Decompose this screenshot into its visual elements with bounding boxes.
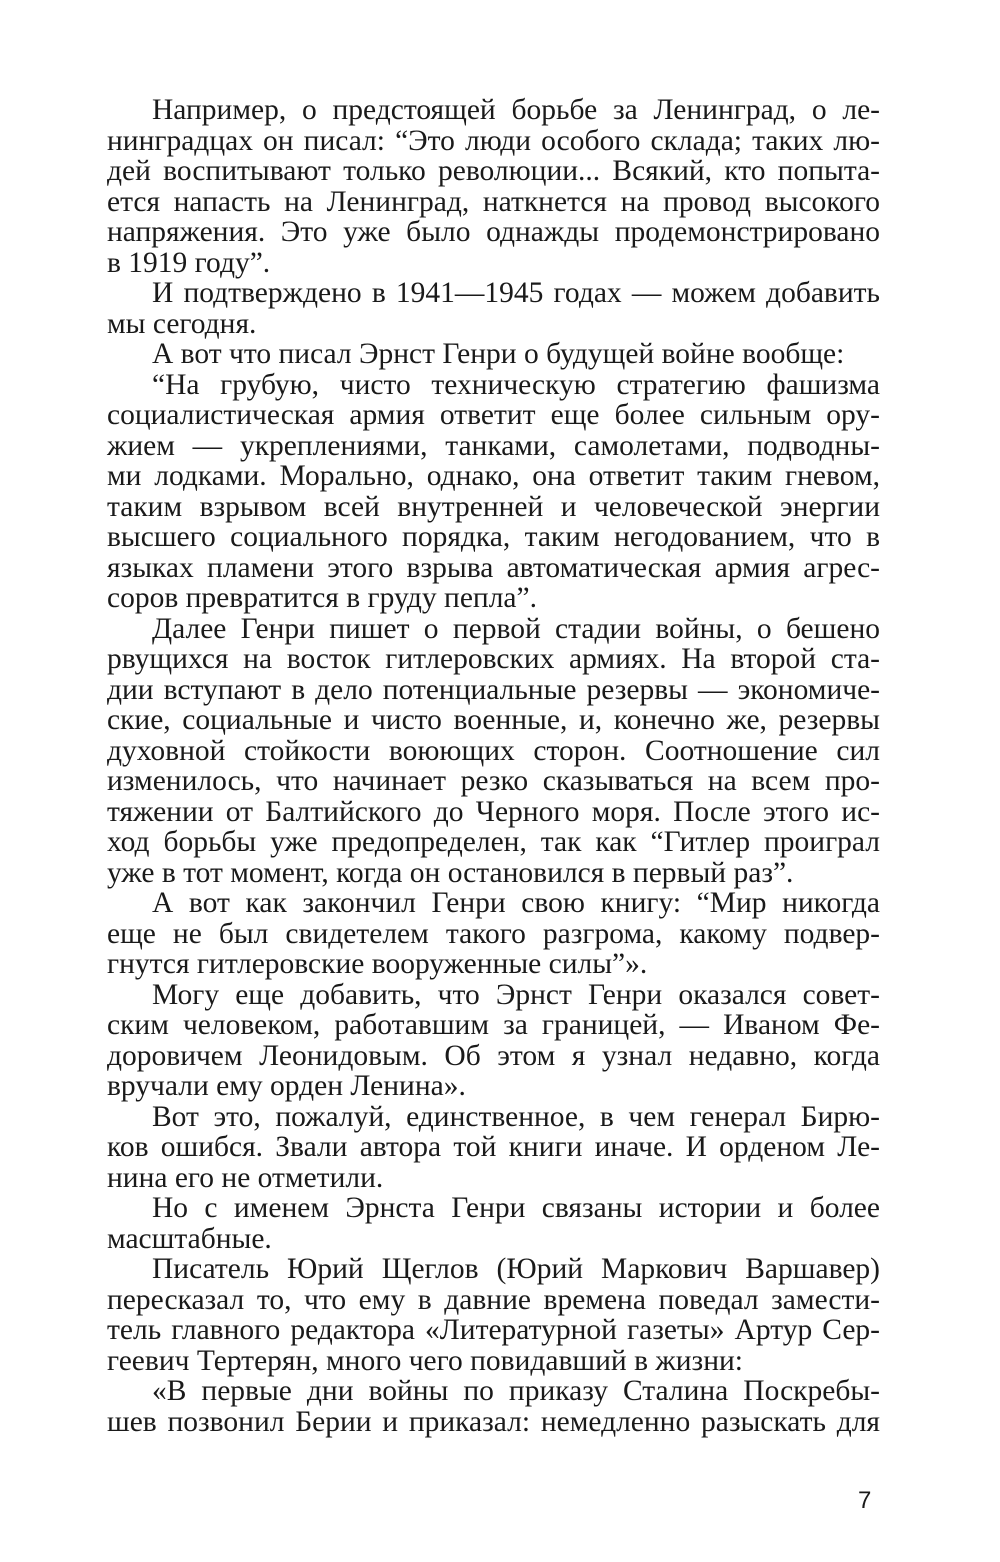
text-line: геевич Тертерян, много чего повидавший в жизни: <box>107 1344 743 1377</box>
text-line: напряжения. Это уже было однажды продемонстрировано <box>107 216 880 248</box>
text-line: дии вступают в дело потенциальные резервы — экономиче- <box>107 673 880 706</box>
page-number: 7 <box>858 1487 872 1514</box>
text-line: Вот это, пожалуй, единственное, в чем генерал Бирю- <box>152 1100 880 1133</box>
text-line: еще не был свидетелем такого разгрома, какому подвер- <box>107 917 880 950</box>
text-line: «В первые дни войны по приказу Сталина Поскребы- <box>152 1375 880 1407</box>
text-line: рвущихся на восток гитлеровских армиях. На второй ста- <box>107 643 880 675</box>
text-line: нина его не отметили. <box>107 1161 384 1194</box>
text-line: пересказал то, что ему в давние времена поведал замести- <box>107 1283 880 1316</box>
text-line: ми лодками. Морально, однако, она ответит таким гневом, <box>107 460 880 492</box>
text-line: Но с именем Эрнста Генри связаны истории и более <box>152 1192 880 1224</box>
text-line: в 1919 году”. <box>107 246 271 279</box>
text-line: ским человеком, работавшим за границей, — Иваном Фе- <box>107 1009 880 1041</box>
text-line: ков ошибся. Звали автора той книги иначе. И орденом Ле- <box>107 1131 880 1163</box>
text-line: А вот как закончил Генри свою книгу: “Мир никогда <box>152 887 880 919</box>
text-line: языках пламени этого взрыва автоматическая армия агрес- <box>107 551 880 584</box>
text-line: таким взрывом всей внутренней и человеческой энергии <box>107 490 880 523</box>
text-line: соров превратится в груду пепла”. <box>107 582 537 614</box>
text-line: тель главного редактора «Литературной газеты» Артур Сер- <box>107 1314 880 1346</box>
text-line: Далее Генри пишет о первой стадии войны, о бешено <box>152 612 880 645</box>
text-line: вручали ему орден Ленина». <box>107 1070 466 1102</box>
text-line: ется напасть на Ленинград, наткнется на провод высокого <box>107 185 880 218</box>
text-line: И подтверждено в 1941—1945 годах — можем добавить <box>152 277 880 309</box>
body-text <box>107 95 880 1437</box>
text-line: дей воспитывают только революции... Всякий, кто попыта- <box>107 155 880 187</box>
text-line: Например, о предстоящей борьбе за Ленинград, о ле- <box>152 94 880 126</box>
text-line: шев позвонил Берии и приказал: немедленно разыскать для <box>107 1405 880 1438</box>
text-line: высшего социального порядка, таким негодованием, что в <box>107 521 880 553</box>
text-line: масштабные. <box>107 1222 272 1255</box>
text-line: доровичем Леонидовым. Об этом я узнал недавно, когда <box>107 1039 880 1072</box>
text-line: духовной стойкости воюющих сторон. Соотношение сил <box>107 734 880 767</box>
text-line: А вот что писал Эрнст Генри о будущей войне вообще: <box>152 338 845 370</box>
text-line: “На грубую, чисто техническую стратегию фашизма <box>152 368 880 401</box>
text-line: мы сегодня. <box>107 307 257 340</box>
text-line: уже в тот момент, когда он остановился в первый раз”. <box>107 856 794 889</box>
text-line: ход борьбы уже предопределен, так как “Гитлер проиграл <box>107 826 880 858</box>
text-line: тяжении от Балтийского до Черного моря. После этого ис- <box>107 795 880 828</box>
text-line: Писатель Юрий Щеглов (Юрий Маркович Варшавер) <box>152 1253 880 1285</box>
text-line: жием — укреплениями, танками, самолетами, подводны- <box>107 429 880 462</box>
text-line: Могу еще добавить, что Эрнст Генри оказался совет- <box>152 978 880 1011</box>
text-line: нинградцах он писал: “Это люди особого склада; таких лю- <box>107 124 880 157</box>
text-line: гнутся гитлеровские вооруженные силы”». <box>107 948 648 980</box>
text-line: изменилось, что начинает резко сказываться на всем про- <box>107 765 880 797</box>
text-line: социалистическая армия ответит еще более сильным ору- <box>107 399 880 431</box>
text-line: ские, социальные и чисто военные, и, конечно же, резервы <box>107 704 880 736</box>
